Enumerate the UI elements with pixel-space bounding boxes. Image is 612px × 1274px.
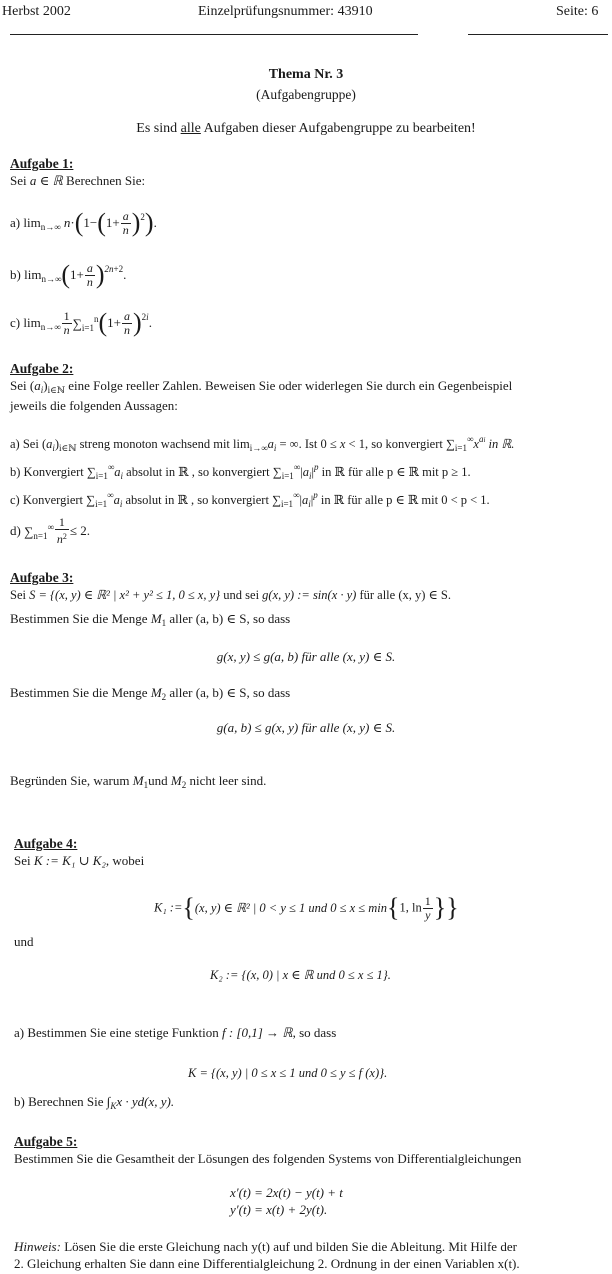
aufgabe2-b: b) Konvergiert $\sum_{i=1}^\infty a_i$ absolut in ℝ , so konvergiert $\sum_{i=1}^\infty|a_i|^p$ in ℝ für alle p ∈ ℝ mit p ≥ 1. (10, 462, 471, 481)
aufgabe4-a: a) Bestimmen Sie eine stetige Funktion f : [0,1] → ℝ, so dass (14, 1025, 337, 1040)
aufgabe4-heading: Aufgabe 4: (14, 836, 78, 851)
aufgabe4-und: und (14, 934, 34, 949)
aufgabe5-eq2: y′(t) = x(t) + 2y(t). (230, 1202, 328, 1217)
aufgabe1-heading: Aufgabe 1: (10, 156, 74, 171)
aufgabe1-intro: Sei a ∈ ℝ Berechnen Sie: (10, 173, 146, 188)
thema-instruction: Es sind alle Aufgaben dieser Aufgabengruppe zu bearbeiten! (136, 121, 476, 136)
aufgabe5-heading: Aufgabe 5: (14, 1134, 78, 1149)
aufgabe4-k1: K₁ :={(x, y) ∈ ℝ² | 0 < y ≤ 1 und 0 ≤ x ≤ min{1, ln $\frac{1}{y}$ }} (154, 893, 459, 922)
aufgabe5-hint2: 2. Gleichung erhalten Sie dann eine Differentialgleichung 2. Ordnung in der einen Variablen x(t). (14, 1256, 520, 1271)
aufgabe2-a: a) Sei $(a_i)_{i\in ℕ}$ streng monoton wachsend mit $\lim_{i\to\infty}a_i$ = ∞. Ist 0 ≤ x < 1, so konvergiert $\sum_{i=1}^\infty x^{ai}$ in ℝ. (10, 434, 515, 453)
header-rule-left (10, 34, 418, 35)
aufgabe3-m1: Bestimmen Sie die Menge $M_1$ aller (a, b) ∈ S, so dass (10, 611, 291, 628)
aufgabe3-heading: Aufgabe 3: (10, 570, 74, 585)
aufgabe5-eq1: x′(t) = 2x(t) − y(t) + t (230, 1185, 343, 1200)
thema-subtitle: (Aufgabengruppe) (256, 87, 356, 102)
header-center: Einzelprüfungsnummer: 43910 (198, 4, 373, 19)
aufgabe3-line1: Sei S = {(x, y) ∈ ℝ² | x² + y² ≤ 1, 0 ≤ x, y} und sei g(x, y) := sin(x · y) für alle (x, y) ∈ S. (10, 588, 451, 602)
aufgabe3-eq2: g(a, b) ≤ g(x, y) für alle (x, y) ∈ S. (216, 720, 396, 735)
aufgabe3-m2: Bestimmen Sie die Menge $M_2$ aller (a, b) ∈ S, so dass (10, 685, 291, 702)
aufgabe1-b: b) $\lim_{n\to\infty}(1+$ $\frac{a}{n}$ )$^{2n+2}$. (10, 260, 127, 289)
aufgabe3-why: Begründen Sie, warum $M_1und$ $M_2$ nicht leer sind. (10, 773, 267, 790)
aufgabe2-heading: Aufgabe 2: (10, 361, 74, 376)
aufgabe5-hint1: Hinweis: Lösen Sie die erste Gleichung nach y(t) auf und bilden Sie die Ableitung. Mit Hilfe der (14, 1239, 517, 1254)
aufgabe2-c: c) Konvergiert $\sum_{i=1}^\infty a_i$ absolut in ℝ , so konvergiert $\sum_{i=1}^\infty|a_i|^p$ in ℝ für alle p ∈ ℝ mit 0 < p < 1. (10, 490, 490, 509)
header-left: Herbst 2002 (2, 4, 71, 19)
aufgabe4-k-eq: K = {(x, y) | 0 ≤ x ≤ 1 und 0 ≤ y ≤ f (x)}. (188, 1066, 388, 1080)
aufgabe4-b: b) Berechnen Sie $\int_Kx \cdot yd(x$, y). (14, 1094, 175, 1111)
aufgabe5-intro: Bestimmen Sie die Gesamtheit der Lösungen des folgenden Systems von Differentialgleichungen (14, 1151, 522, 1166)
header-right: Seite: 6 (556, 4, 599, 19)
aufgabe2-intro1: Sei $(a_i)_{i\in ℕ}$ eine Folge reeller Zahlen. Beweisen Sie oder widerlegen Sie durch ein Gegenbeispiel (10, 378, 513, 395)
aufgabe4-k2: K₂ := {(x, 0) | x ∈ ℝ und 0 ≤ x ≤ 1}. (210, 968, 391, 982)
aufgabe2-d: d) $\sum_{n=1}^\infty$ $\frac{1}{n^2}$ ≤ 2. (10, 515, 91, 546)
aufgabe1-c: c) $\lim_{n\to\infty}$ $\frac{1}{n}$ $\sum_{i=1}^n(1+$ $\frac{a}{n}$ )$^{2i}$. (10, 308, 152, 337)
aufgabe1-a: a) $\lim_{n\to\infty} n\cdot(1-(1+$ $\frac{a}{n}$ )$^2$). (10, 208, 157, 237)
aufgabe3-eq1: g(x, y) ≤ g(a, b) für alle (x, y) ∈ S. (216, 649, 396, 664)
aufgabe4-intro: Sei K := K₁ ∪ K₂, wobei (14, 853, 145, 868)
thema-title: Thema Nr. 3 (268, 67, 344, 82)
header-rule-right (468, 34, 608, 35)
aufgabe2-intro2: jeweils die folgenden Aussagen: (10, 398, 178, 413)
